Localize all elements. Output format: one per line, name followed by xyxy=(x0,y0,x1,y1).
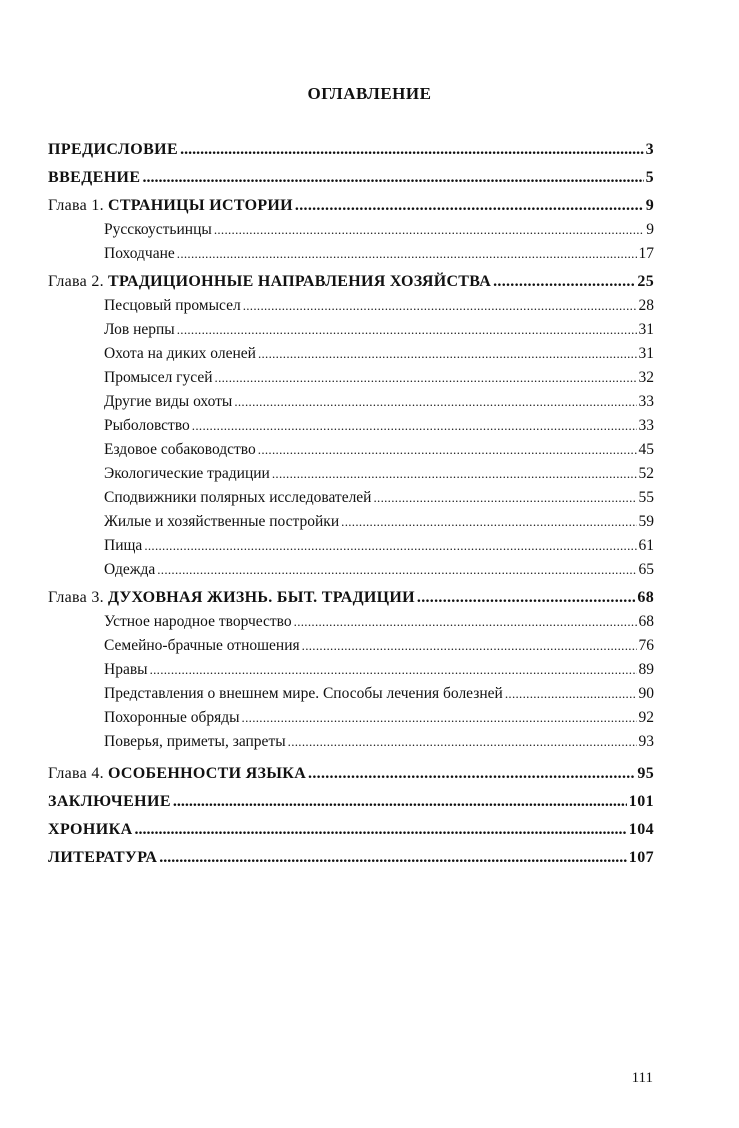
dot-leader xyxy=(157,558,636,582)
entry-title: Ездовое собаководство xyxy=(104,441,256,458)
toc-entry-introduction[interactable] xyxy=(48,166,654,190)
entry-title: Устное народное творчество xyxy=(104,613,292,630)
chapter-prefix: Глава 2. xyxy=(48,273,104,290)
entry-title: Лов нерпы xyxy=(104,321,175,338)
dot-leader xyxy=(177,242,637,266)
toc-entry-conclusion[interactable] xyxy=(48,790,654,814)
page-number: 111 xyxy=(631,1070,653,1086)
entry-page: 9 xyxy=(645,197,654,214)
toc-item[interactable] xyxy=(48,294,654,318)
toc-item[interactable] xyxy=(48,706,654,730)
dot-leader xyxy=(272,462,637,486)
dot-leader xyxy=(215,366,637,390)
entry-page: 25 xyxy=(637,273,654,290)
entry-title: Русскоустьинцы xyxy=(104,221,212,238)
entry-title: Походчане xyxy=(104,245,175,262)
entry-title: Похоронные обряды xyxy=(104,709,240,726)
entry-page: 89 xyxy=(638,661,654,678)
entry-title: Пища xyxy=(104,537,143,554)
toc-item[interactable] xyxy=(48,462,654,486)
entry-title: Семейно-брачные отношения xyxy=(104,637,300,654)
entry-page: 93 xyxy=(638,733,654,750)
chapter-title: ДУХОВНАЯ ЖИЗНЬ. БЫТ. ТРАДИЦИИ xyxy=(107,589,415,606)
toc-item[interactable] xyxy=(48,218,654,242)
entry-page: 52 xyxy=(638,465,654,482)
toc-item[interactable] xyxy=(48,242,654,266)
chapter-title: ТРАДИЦИОННЫЕ НАПРАВЛЕНИЯ ХОЗЯЙСТВА xyxy=(107,273,492,290)
toc-chapter-2[interactable] xyxy=(48,270,654,294)
toc-chapter-1[interactable] xyxy=(48,194,654,218)
entry-page: 55 xyxy=(638,489,654,506)
dot-leader xyxy=(505,682,637,706)
chapter-prefix: Глава 3. xyxy=(48,589,104,606)
entry-title: Песцовый промысел xyxy=(104,297,241,314)
entry-page: 3 xyxy=(645,141,654,158)
entry-page: 28 xyxy=(638,297,654,314)
dot-leader xyxy=(417,586,636,610)
entry-title: Сподвижники полярных исследователей xyxy=(104,489,372,506)
entry-page: 107 xyxy=(628,849,654,866)
toc-entry-chronicle[interactable] xyxy=(48,818,654,842)
dot-leader xyxy=(150,658,637,682)
toc-item[interactable] xyxy=(48,486,654,510)
toc-entry-literature[interactable] xyxy=(48,846,654,870)
chapter-prefix: Глава 4. xyxy=(48,765,104,782)
dot-leader xyxy=(493,270,635,294)
chapter-prefix: Глава 1. xyxy=(48,197,104,214)
entry-page: 68 xyxy=(638,613,654,630)
entry-page: 92 xyxy=(638,709,654,726)
dot-leader xyxy=(159,846,627,870)
toc-item[interactable] xyxy=(48,730,654,754)
entry-page: 45 xyxy=(638,441,654,458)
entry-title: Поверья, приметы, запреты xyxy=(104,733,286,750)
entry-title: Жилые и хозяйственные постройки xyxy=(104,513,340,530)
dot-leader xyxy=(258,342,637,366)
dot-leader xyxy=(192,414,637,438)
toc-item[interactable] xyxy=(48,414,654,438)
dot-leader xyxy=(144,534,636,558)
toc-item[interactable] xyxy=(48,610,654,634)
entry-page: 31 xyxy=(638,321,654,338)
dot-leader xyxy=(177,318,637,342)
entry-title: ВВЕДЕНИЕ xyxy=(48,169,141,186)
dot-leader xyxy=(308,762,635,786)
toc-item[interactable] xyxy=(48,390,654,414)
entry-page: 90 xyxy=(638,685,654,702)
dot-leader xyxy=(288,730,637,754)
dot-leader xyxy=(302,634,637,658)
entry-page: 76 xyxy=(638,637,654,654)
entry-page: 32 xyxy=(638,369,654,386)
entry-page: 104 xyxy=(628,821,654,838)
entry-page: 59 xyxy=(638,513,654,530)
dot-leader xyxy=(234,390,636,414)
entry-page: 101 xyxy=(628,793,654,810)
entry-title: Другие виды охоты xyxy=(104,393,233,410)
dot-leader xyxy=(341,510,636,534)
entry-page: 31 xyxy=(638,345,654,362)
entry-title: Одежда xyxy=(104,561,156,578)
toc-item[interactable] xyxy=(48,342,654,366)
entry-title: Нравы xyxy=(104,661,148,678)
entry-page: 61 xyxy=(638,537,654,554)
dot-leader xyxy=(295,194,644,218)
toc-item[interactable] xyxy=(48,534,654,558)
dot-leader xyxy=(180,138,644,162)
entry-title: ЛИТЕРАТУРА xyxy=(48,849,158,866)
entry-page: 9 xyxy=(646,221,654,238)
entry-page: 17 xyxy=(638,245,654,262)
dot-leader xyxy=(258,438,637,462)
toc-item[interactable] xyxy=(48,510,654,534)
toc-entry-preface[interactable] xyxy=(48,138,654,162)
toc-chapter-3[interactable] xyxy=(48,586,654,610)
entry-page: 33 xyxy=(638,393,654,410)
dot-leader xyxy=(214,218,644,242)
entry-title: ПРЕДИСЛОВИЕ xyxy=(48,141,179,158)
toc-item[interactable] xyxy=(48,682,654,706)
toc-item[interactable] xyxy=(48,634,654,658)
entry-title: Охота на диких оленей xyxy=(104,345,256,362)
entry-title: Экологические традиции xyxy=(104,465,270,482)
entry-title: Промысел гусей xyxy=(104,369,213,386)
entry-page: 68 xyxy=(637,589,654,606)
dot-leader xyxy=(373,486,636,510)
dot-leader xyxy=(242,706,637,730)
toc-chapter-4[interactable] xyxy=(48,762,654,786)
table-of-contents xyxy=(48,138,654,870)
dot-leader xyxy=(173,790,627,814)
entry-title: ЗАКЛЮЧЕНИЕ xyxy=(48,793,171,810)
entry-page: 65 xyxy=(638,561,654,578)
entry-page: 95 xyxy=(637,765,654,782)
toc-item[interactable] xyxy=(48,438,654,462)
toc-heading: ОГЛАВЛЕНИЕ xyxy=(307,84,432,103)
toc-item[interactable] xyxy=(48,366,654,390)
chapter-title: ОСОБЕННОСТИ ЯЗЫКА xyxy=(107,765,307,782)
toc-item[interactable] xyxy=(48,658,654,682)
toc-item[interactable] xyxy=(48,318,654,342)
entry-page: 33 xyxy=(638,417,654,434)
entry-title: ХРОНИКА xyxy=(48,821,133,838)
dot-leader xyxy=(142,166,643,190)
dot-leader xyxy=(294,610,637,634)
entry-title: Рыболовство xyxy=(104,417,190,434)
dot-leader xyxy=(135,818,627,842)
chapter-title: СТРАНИЦЫ ИСТОРИИ xyxy=(107,197,293,214)
entry-title: Представления о внешнем мире. Способы лечения болезней xyxy=(104,685,503,702)
dot-leader xyxy=(243,294,637,318)
entry-page: 5 xyxy=(645,169,654,186)
toc-item[interactable] xyxy=(48,558,654,582)
